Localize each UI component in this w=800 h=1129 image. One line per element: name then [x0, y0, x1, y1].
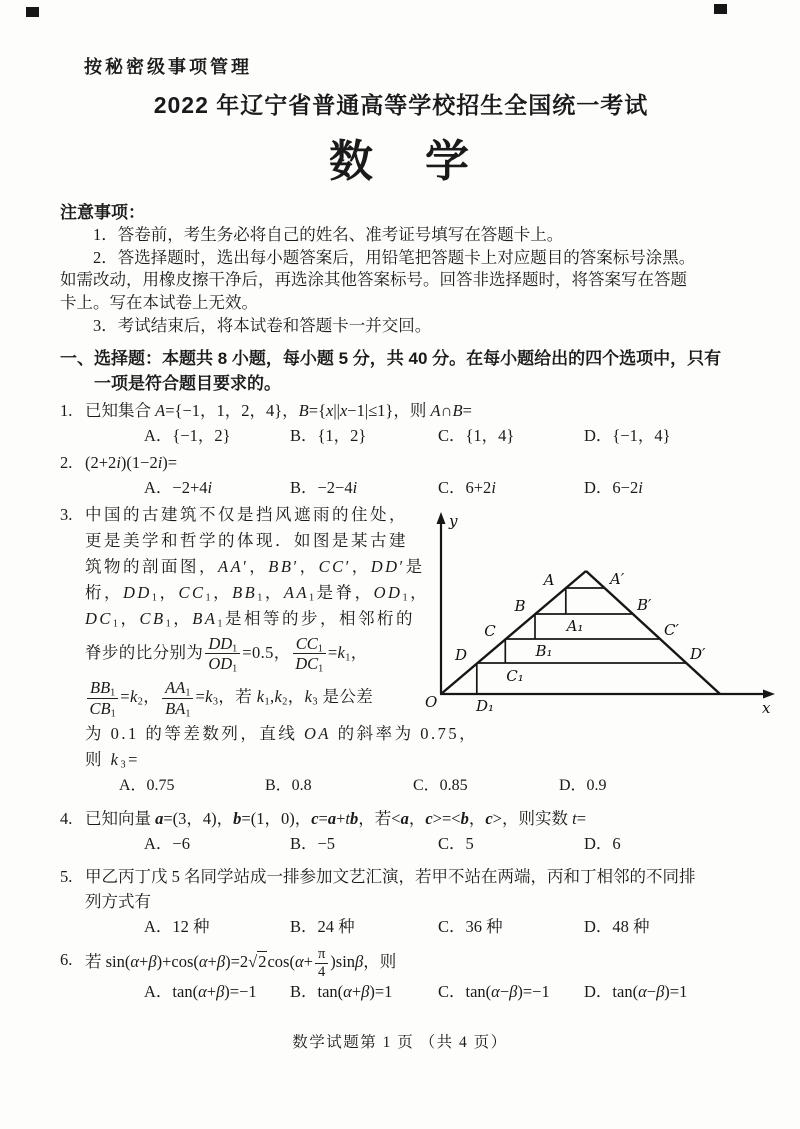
question-options: [144, 423, 742, 448]
option-b: B．tan(α+β)=1: [290, 982, 393, 1002]
option-c: C．{1，4}: [438, 425, 515, 445]
question-6: [60, 947, 742, 1005]
x-axis-arrow: [763, 689, 775, 698]
roof-profile-figure: [425, 502, 771, 773]
option-a: A．12 种: [144, 916, 210, 936]
option-a: A．{−1，2}: [144, 425, 231, 445]
option-d: D．6: [584, 833, 621, 853]
question-options: [144, 979, 742, 1004]
question-1: [60, 398, 742, 448]
notice-item-3: 3．考试结束后，将本试卷和答题卡一并交回。: [93, 315, 432, 335]
point-label-A-prime: A′: [610, 569, 625, 588]
question-number: 2.: [60, 452, 73, 472]
notice-item-2-line-1: 2．答选择题时，选出每小题答案后，用铅笔把答题卡上对应题目的答案标号涂黑。: [93, 247, 696, 267]
question-stem: (2+2i)(1−2i)=: [85, 452, 178, 472]
question-number: 5.: [60, 866, 73, 886]
notice-item-1: 1．答卷前，考生务必将自己的姓名、准考证号填写在答题卡上。: [93, 225, 564, 244]
option-a: A．0.75: [119, 776, 175, 794]
question-number: 4.: [60, 808, 73, 828]
question-number: 3.: [60, 504, 73, 524]
question-stem-line-1: 甲乙丙丁戊 5 名同学站成一排参加文艺汇演，若甲不站在两端，丙和丁相邻的不同排: [85, 866, 696, 886]
option-d: D．6−2i: [584, 477, 643, 497]
right-slope-line: [586, 571, 720, 694]
y-axis-arrow: [437, 512, 446, 524]
point-label-D-prime: D′: [690, 644, 706, 663]
question-options: [144, 914, 742, 939]
question-3: [60, 502, 771, 798]
option-a: A．−2+4i: [144, 477, 213, 497]
section-heading-line-1: 一、选择题：本题共 8 小题，每小题 5 分，共 40 分。在每小题给出的四个选项中，只有: [60, 348, 722, 368]
option-b: B．−5: [290, 833, 336, 853]
registration-mark-top-left: [26, 7, 39, 17]
question-stem-line-2: 列方式有: [85, 891, 151, 911]
question-options: [144, 475, 742, 500]
roof-profile-svg: [423, 504, 795, 732]
subject-title: 数 学: [329, 137, 473, 186]
point-label-A1: A₁: [566, 616, 584, 635]
question-4: [60, 806, 742, 856]
point-label-C-prime: C′: [664, 620, 679, 639]
option-a: A．tan(α+β)=−1: [144, 982, 257, 1002]
option-d: D．{−1，4}: [584, 425, 671, 445]
notice-item-2-line-3: 卡上。写在本试卷上无效。: [60, 293, 258, 313]
point-label-B: B: [514, 596, 526, 615]
question-stem: 已知向量 a=(3，4)，b=(1，0)，c=a+tb，若<a，c>=<b，c>，则实数 t=: [85, 808, 586, 828]
section-heading-line-2: 一项是符合题目要求的。: [94, 373, 281, 393]
option-c: C．6+2i: [438, 477, 496, 497]
option-b: B．0.8: [265, 776, 312, 794]
notice-item-2-line-2: 如需改动，用橡皮擦干净后，再选涂其他答案标号。回答非选择题时，将答案写在答题: [60, 270, 687, 290]
point-label-B1: B₁: [535, 641, 553, 660]
question-2: [60, 450, 742, 500]
question-options: [119, 773, 742, 798]
point-label-B-prime: B′: [637, 595, 652, 614]
question-5: [60, 864, 742, 939]
notices-heading: 注意事项：: [60, 203, 145, 222]
question-stem: 3. 中国的古建筑不仅是挡风遮雨的住处， 更是美学和哲学的体现．如图是某古建 筑物的剖面图，AA′，BB′，CC′，DD′是 桁，$DD_1$，$CC_1$，$BB_1$，$AA_1$是脊，$OD_1$， $DC_1$，$CB_1$，$BA_1$是相等的步，相邻桁的 脊步的比分别为 $\frac{DD_1}{OD_1}$ =0.5， $\frac{CC_1}{DC_1}$ $=k_1$， $\frac{BB_1}{CB_1}$ $=k_2$， $\frac{AA_1}{BA_1}$ $=k_3$，若 $k_1,k_2$，$k_3$ 是公差 为 0.1 的等差数列，直线 OA 的斜率为 0.75， 则 $k_3=$: [60, 502, 445, 773]
option-c: C．0.85: [413, 776, 468, 794]
exam-title: 2022 年辽宁省普通高等学校招生全国统一考试: [153, 92, 649, 118]
origin-label: O: [425, 692, 438, 711]
point-label-C1: C₁: [506, 666, 524, 685]
option-d: D．48 种: [584, 916, 650, 936]
point-label-C: C: [484, 621, 496, 640]
section-heading: [60, 346, 742, 396]
question-number: 1.: [60, 400, 73, 420]
option-d: D．0.9: [559, 776, 607, 794]
security-classification-label: 按秘密级事项管理: [84, 57, 252, 77]
option-b: B．{1，2}: [290, 425, 367, 445]
question-number: 6.: [60, 949, 73, 969]
option-b: B．24 种: [290, 916, 355, 936]
page-footer: 数学试题第 1 页 （共 4 页）: [292, 1034, 508, 1051]
point-label-D: D: [454, 645, 468, 664]
option-c: C．tan(α−β)=−1: [438, 982, 550, 1002]
point-label-D1: D₁: [475, 696, 495, 715]
option-c: C．5: [438, 833, 474, 853]
option-b: B．−2−4i: [290, 477, 358, 497]
y-axis-label: y: [449, 511, 458, 530]
question-options: [144, 831, 742, 856]
question-stem: 若 sin(α+β)+cos(α+β)=2√2cos(α+ $\frac{\pi}{4}$ )sinβ，则: [85, 945, 397, 980]
x-axis-label: x: [762, 698, 771, 717]
registration-mark-top-right: [714, 4, 727, 14]
point-label-A: A: [543, 570, 555, 589]
option-d: D．tan(α−β)=1: [584, 982, 688, 1002]
option-a: A．−6: [144, 833, 190, 853]
question-stem: 已知集合 A={−1，1，2，4}，B={x||x−1|≤1}，则 A∩B=: [85, 400, 472, 420]
option-c: C．36 种: [438, 916, 503, 936]
